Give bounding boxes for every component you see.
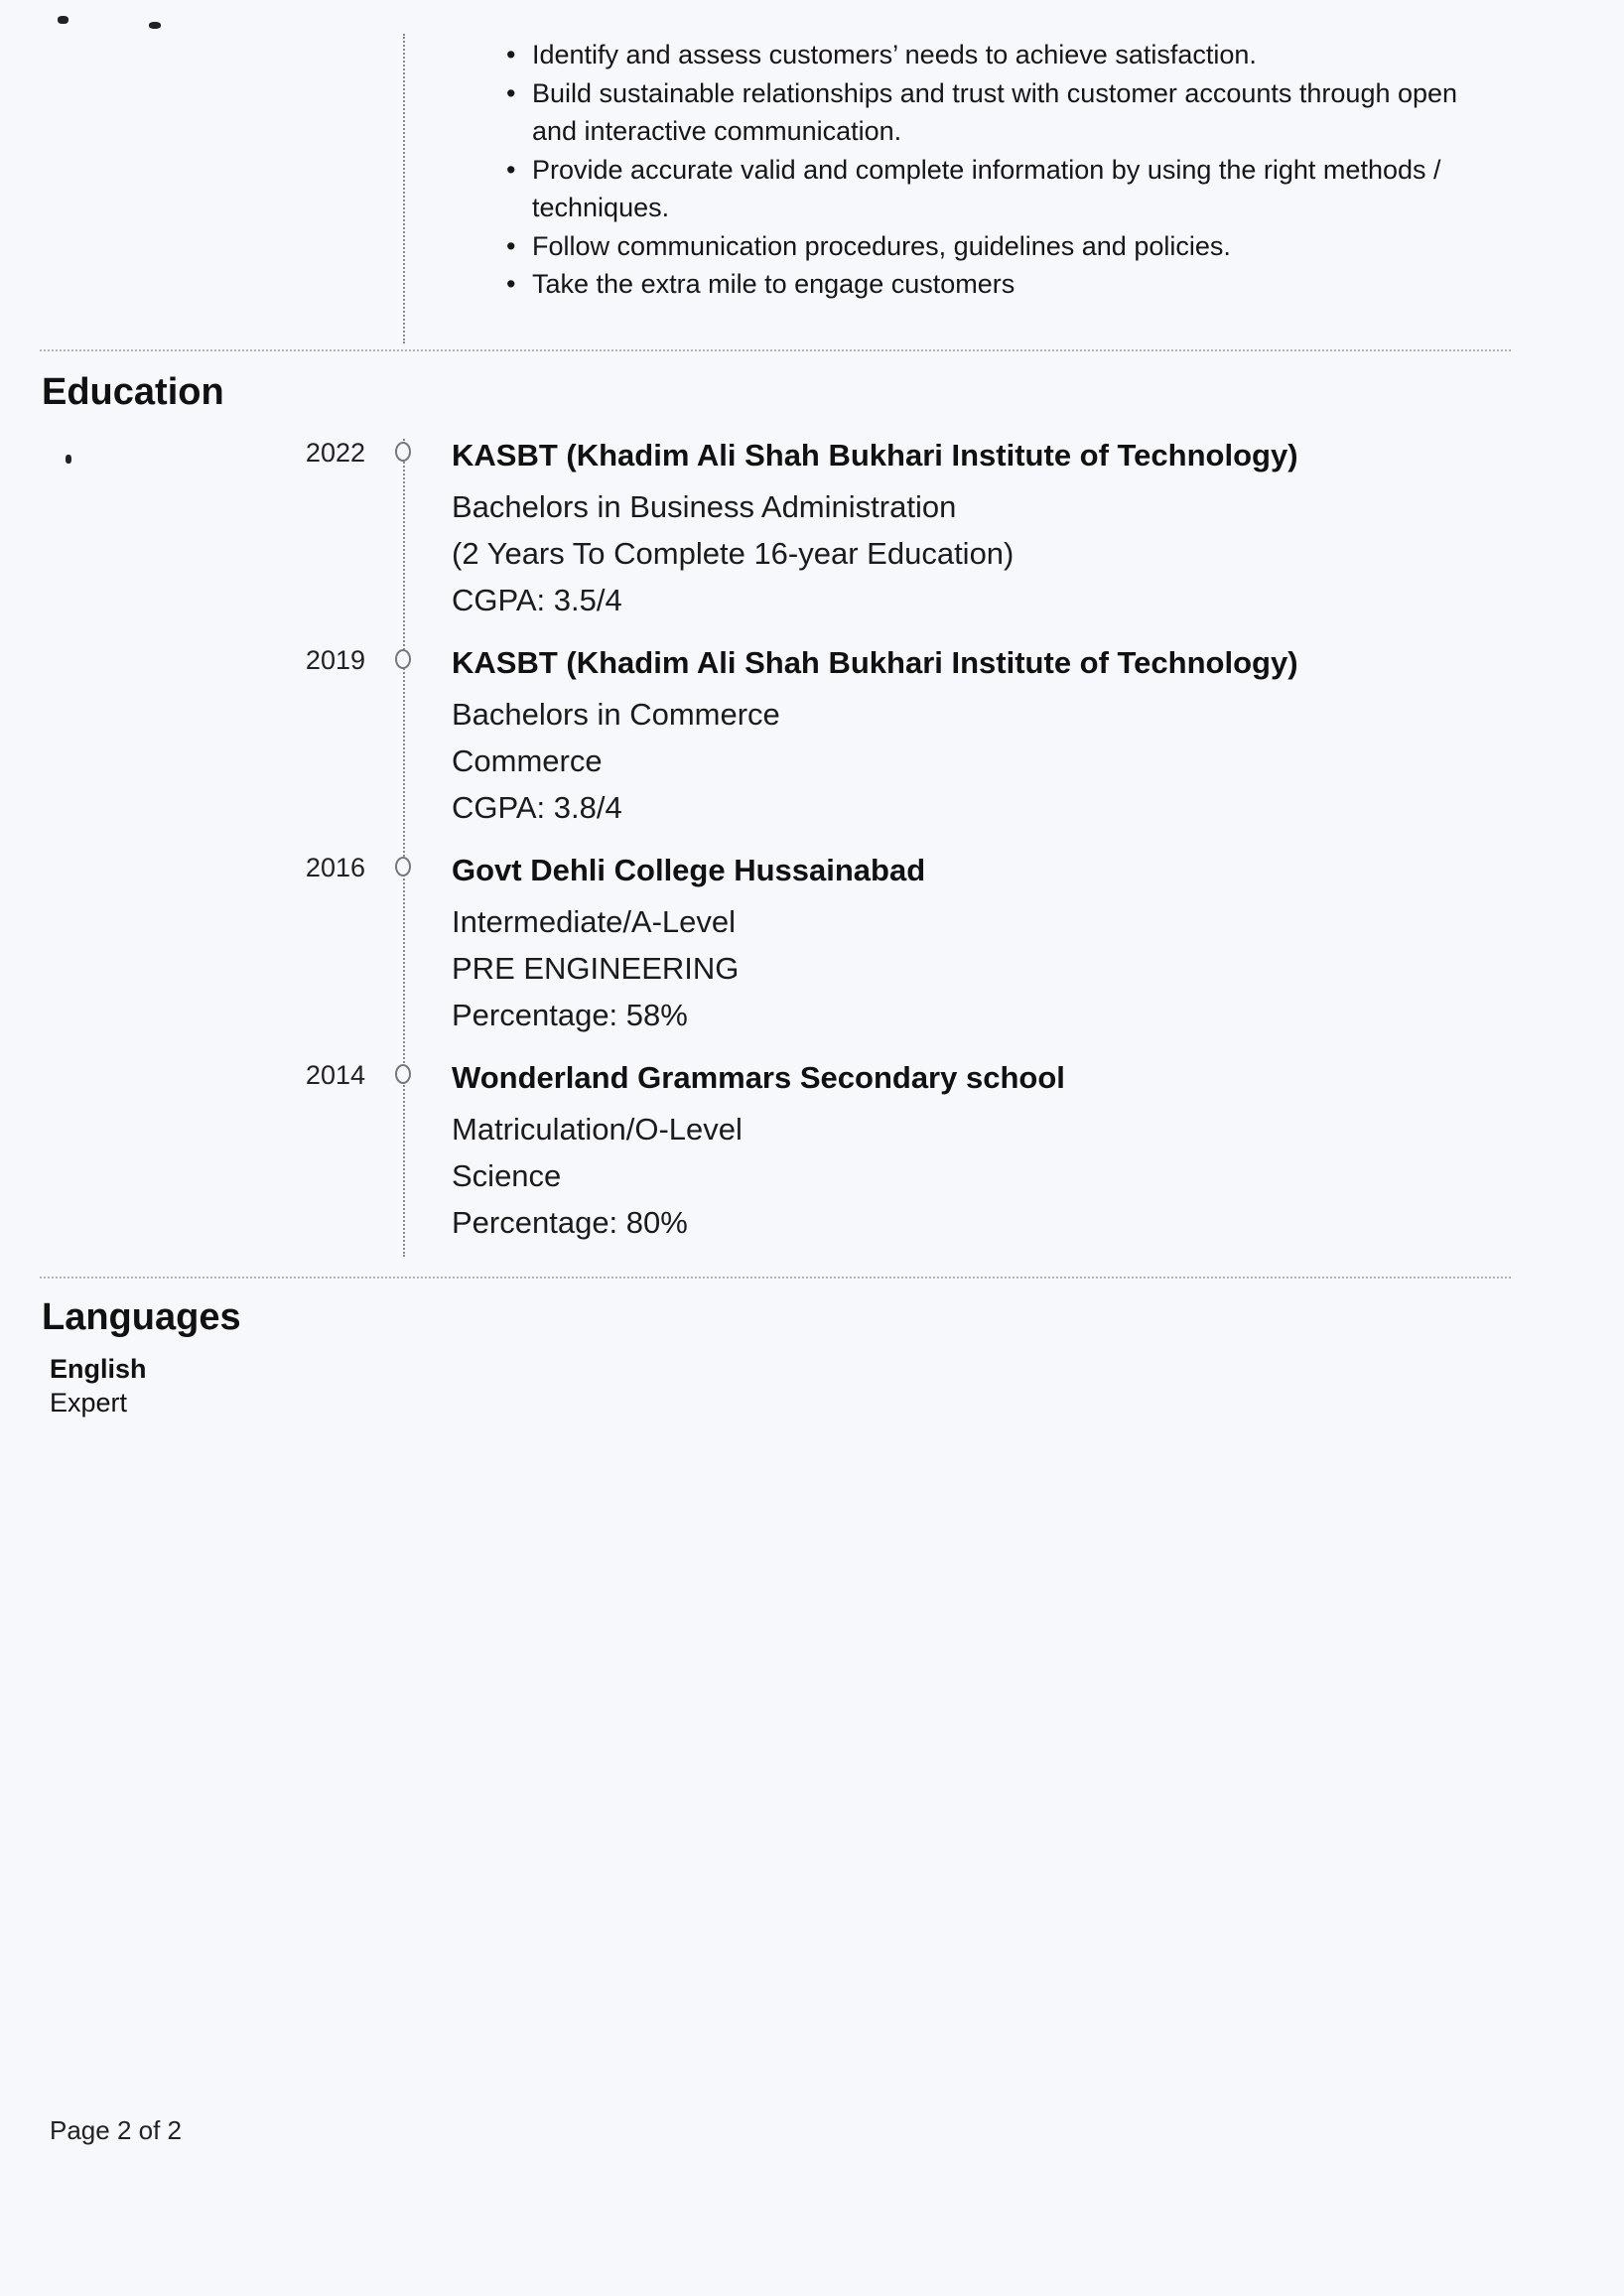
school-name: KASBT (Khadim Ali Shah Bukhari Institute of Technology) (452, 438, 1298, 473)
degree: Bachelors in Commerce (452, 697, 780, 732)
timeline-dot-icon (395, 649, 411, 669)
education-year: 2014 (305, 1060, 365, 1090)
language-level: Expert (50, 1388, 128, 1418)
responsibility-item: • Identify and assess customers’ needs to achieve satisfaction. (492, 36, 1495, 74)
responsibility-item: • Follow communication procedures, guidelines and policies. (492, 227, 1495, 266)
scan-speck (58, 16, 68, 24)
degree: Matriculation/O-Level (452, 1112, 743, 1147)
education-year: 2016 (305, 853, 365, 882)
timeline-line (403, 34, 405, 343)
timeline-dot-icon (395, 1064, 411, 1084)
field-of-study: Science (452, 1158, 562, 1193)
grade: CGPA: 3.5/4 (452, 583, 622, 617)
grade: CGPA: 3.8/4 (452, 790, 622, 825)
language-name: English (50, 1354, 147, 1384)
education-year: 2022 (305, 438, 365, 468)
section-divider (40, 349, 1511, 351)
education-entry (0, 438, 1624, 636)
responsibility-item: • Provide accurate valid and complete information by using the right methods / techniques. (492, 151, 1495, 227)
languages-heading: Languages (42, 1296, 241, 1338)
education-heading: Education (42, 371, 224, 413)
grade: Percentage: 80% (452, 1205, 688, 1240)
page-number: Page 2 of 2 (50, 2115, 182, 2145)
field-of-study: PRE ENGINEERING (452, 951, 740, 986)
responsibility-list (492, 36, 1495, 304)
scan-speck (149, 22, 161, 29)
responsibility-item: • Build sustainable relationships and trust with customer accounts through open and interactive communication. (492, 74, 1495, 151)
education-year: 2019 (305, 645, 365, 675)
timeline-dot-icon (395, 442, 411, 462)
education-entry (0, 853, 1624, 1051)
degree: Bachelors in Business Administration (452, 489, 957, 524)
school-name: Wonderland Grammars Secondary school (452, 1060, 1065, 1095)
field-of-study: Commerce (452, 743, 603, 778)
degree: Intermediate/A-Level (452, 904, 737, 939)
timeline-dot-icon (395, 857, 411, 877)
grade: Percentage: 58% (452, 998, 688, 1032)
section-divider (40, 1277, 1511, 1279)
school-name: KASBT (Khadim Ali Shah Bukhari Institute of Technology) (452, 645, 1298, 680)
education-entry (0, 1060, 1624, 1259)
field-of-study: (2 Years To Complete 16-year Education) (452, 536, 1015, 571)
education-entry (0, 645, 1624, 844)
responsibility-item: • Take the extra mile to engage customers (492, 265, 1495, 304)
school-name: Govt Dehli College Hussainabad (452, 853, 926, 887)
